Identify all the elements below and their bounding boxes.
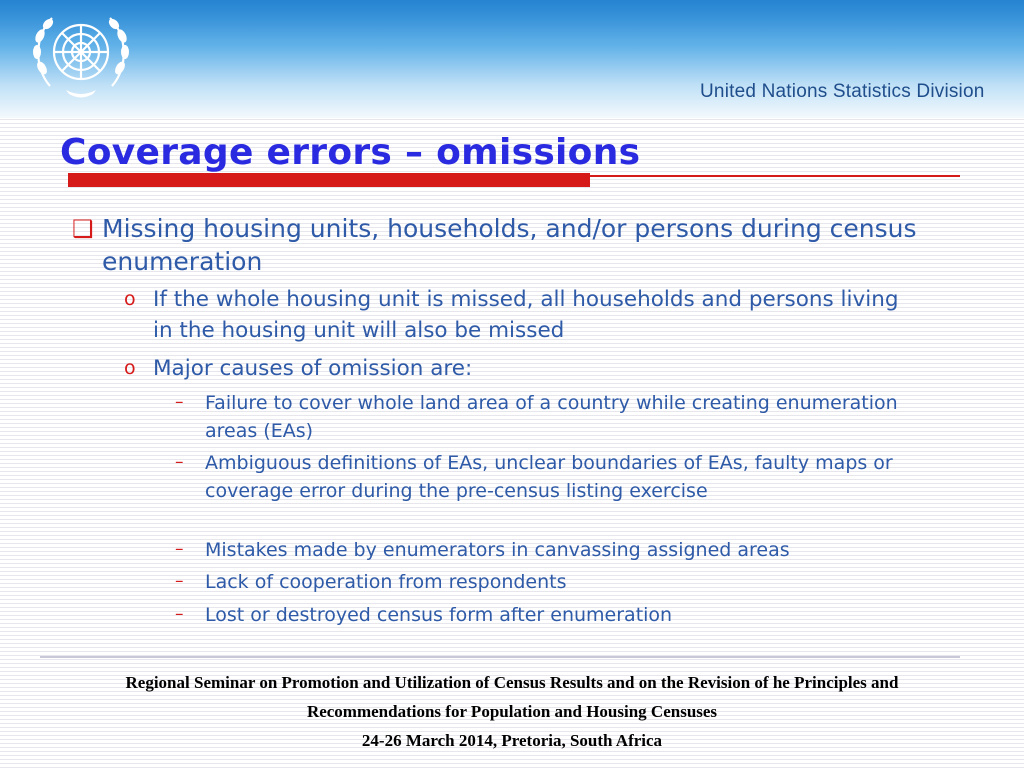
footer-line-2: Recommendations for Population and Housing Censuses: [306, 702, 718, 721]
checkbox-bullet-icon: ❑: [72, 215, 94, 243]
circle-bullet-icon: o: [124, 288, 136, 310]
footer-line-1: Regional Seminar on Promotion and Utilization of Census Results and on the Revision of he Principles and: [125, 673, 899, 692]
cause-text: Lost or destroyed census form after enumeration: [205, 604, 673, 626]
dash-bullet-icon: –: [175, 392, 184, 412]
dash-bullet-icon: –: [175, 604, 184, 624]
slide-title: Coverage errors – omissions: [60, 132, 641, 173]
slide-footer: [10, 668, 1014, 755]
cause-text: Lack of cooperation from respondents: [205, 571, 567, 593]
cause-item: [175, 449, 925, 505]
bullet-item: [72, 212, 972, 278]
cause-text: Ambiguous definitions of EAs, unclear boundaries of EAs, faulty maps or coverage error during the pre-census listing exercise: [205, 452, 893, 502]
cause-item: [175, 601, 925, 629]
sub-bullet-item: [124, 353, 913, 384]
sub-bullet-item: [124, 284, 913, 346]
bullet-text: Missing housing units, households, and/or persons during census enumeration: [102, 214, 917, 276]
cause-text: Mistakes made by enumerators in canvassing assigned areas: [205, 539, 790, 561]
sub-bullet-text: Major causes of omission are:: [153, 356, 473, 381]
cause-item: [175, 536, 925, 564]
cause-text: Failure to cover whole land area of a country while creating enumeration areas (EAs): [205, 392, 898, 442]
sub-bullet-text: If the whole housing unit is missed, all households and persons living in the housing unit will also be missed: [153, 287, 899, 343]
organization-name: United Nations Statistics Division: [700, 81, 985, 102]
cause-item: [175, 389, 925, 445]
un-emblem-icon: [26, 6, 136, 106]
footer-divider: [40, 656, 960, 658]
cause-item: [175, 568, 925, 596]
dash-bullet-icon: –: [175, 571, 184, 591]
circle-bullet-icon: o: [124, 357, 136, 379]
footer-line-3: 24-26 March 2014, Pretoria, South Africa: [361, 731, 663, 750]
dash-bullet-icon: –: [175, 539, 184, 559]
slide-header: [0, 0, 1024, 118]
title-underline-line: [585, 175, 960, 177]
title-underline-bar: [68, 173, 590, 187]
dash-bullet-icon: –: [175, 452, 184, 472]
